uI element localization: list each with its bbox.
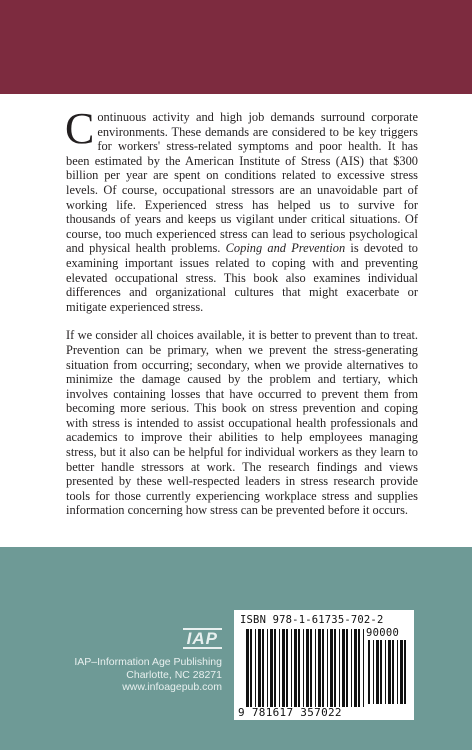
paragraph-1	[65, 104, 419, 314]
publisher-name: IAP–Information Age Publishing	[74, 656, 222, 668]
drop-cap: C	[65, 104, 95, 153]
publisher-url: www.infoagepub.com	[122, 681, 222, 693]
iap-logo: IAP	[183, 628, 222, 649]
publisher-block	[74, 628, 222, 694]
ean-barcode-bars	[246, 629, 364, 707]
addon-barcode-bars	[368, 640, 408, 704]
price-code: 90000	[366, 627, 400, 639]
book-title-italic: Coping and Prevention	[225, 241, 346, 256]
isbn-text: ISBN 978-1-61735-702-2	[240, 614, 384, 626]
paragraph-2: If we consider all choices available, it is better to prevent than to treat. Prevention can be primary, when we prevent the stress-generating situation from occurring; secondary, when we provide alternatives to minimize the damage caused by the problem and tertiary, which involves containing losses that have occurred to prevent them from becoming more serious. This book on stress prevention and coping with stress is intended to assist occupational health professionals and academics to improve their abilities to help employees managing stress, but it also can be helpful for individual workers as they learn to better handle stressors at work. The research findings and views presented by these well-respected leaders in stress research provide tools for those currently experiencing workplace stress and supplies information concerning how stress can be prevented before it occurs.	[66, 328, 418, 518]
top-color-band	[0, 0, 472, 94]
back-cover-description	[65, 104, 419, 518]
paragraph-1-text-continued: is devoted to examining important issues related to coping with and preventing elevated occupational stress. This book also examines individual differences and organizational cultures that might exacerbate or mitigate experienced stress.	[66, 241, 419, 314]
publisher-city: Charlotte, NC 28271	[126, 668, 222, 681]
ean-digits: 9 781617 357022	[238, 706, 342, 719]
barcode-box	[234, 610, 414, 720]
paragraph-1-text: ontinuous activity and high job demands surround corporate environments. These demands are considered to be key triggers for workers' stress-related symptoms and poor health. It has been estimated by the American Institute of Stress (AIS) that $300 billion per year are spent on conditions related to excessive stress levels. Of course, occupational stressors are an unavoidable part of working life. Experienced stress has helped us to survive for thousands of years and keeps us vigilant under critical situations. Of course, too much experienced stress can lead to serious psychological and physical health problems.	[66, 110, 418, 256]
